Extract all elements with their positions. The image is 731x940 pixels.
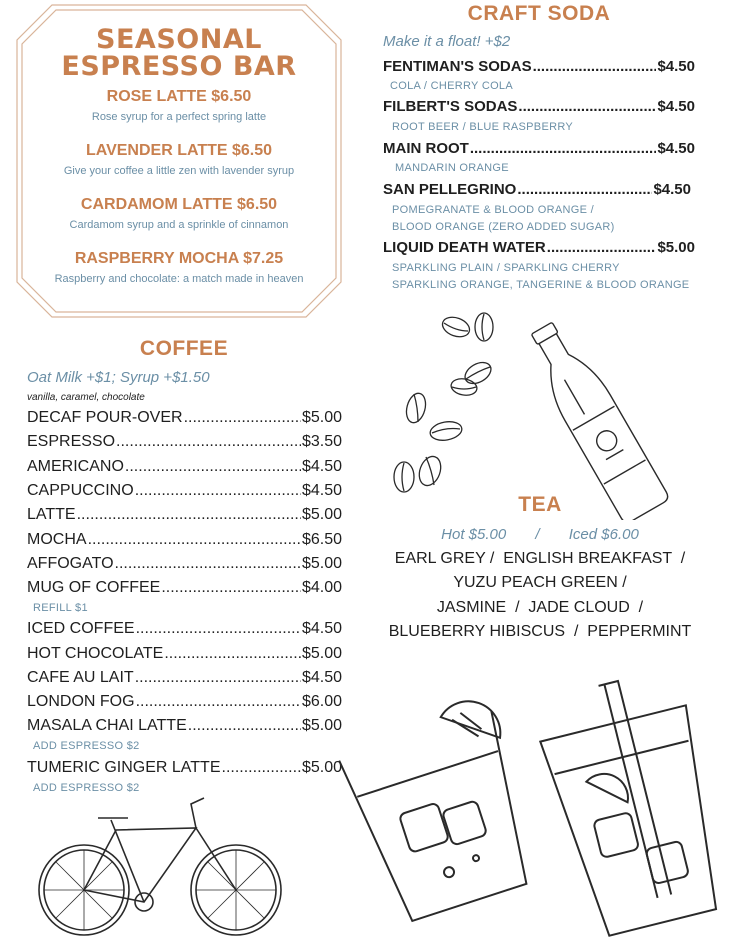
coffee-addons: Oat Milk +$1; Syrup +$1.50: [27, 369, 210, 386]
coffee-beans-illustration: [388, 305, 508, 505]
menu-row: [27, 620, 342, 638]
item-name: MAIN ROOT: [383, 140, 469, 157]
item-name: MOCHA: [27, 531, 87, 548]
item-price: $5.00: [301, 555, 342, 572]
seasonal-item-desc: Rose syrup for a perfect spring latte: [91, 111, 267, 123]
seasonal-item-desc: Cardamom syrup and a sprinkle of cinnamon: [69, 219, 289, 231]
seasonal-item: [14, 142, 344, 177]
soda-float: Make it a float! +$2: [383, 33, 511, 50]
coffee-syrups: vanilla, caramel, chocolate: [27, 392, 145, 403]
seasonal-item: [14, 88, 344, 123]
seasonal-title-line2: ESPRESSO BAR: [61, 51, 297, 82]
item-flavors: COLA / CHERRY COLA: [390, 80, 513, 92]
item-name: ICED COFFEE: [27, 620, 135, 637]
item-name: ESPRESSO: [27, 433, 116, 450]
menu-row: [27, 506, 342, 524]
item-name: LONDON FOG: [27, 693, 135, 710]
item-price: $4.00: [301, 579, 342, 596]
seasonal-item-desc: Raspberry and chocolate: a match made in heaven: [54, 273, 304, 285]
menu-row: [27, 693, 342, 711]
item-name: MUG OF COFFEE: [27, 579, 161, 596]
seasonal-item-name: ROSE LATTE $6.50: [106, 88, 252, 105]
item-name: FENTIMAN'S SODAS: [383, 58, 532, 75]
bicycle-illustration: [36, 790, 286, 940]
item-name: LATTE: [27, 506, 76, 523]
menu-row: [27, 759, 342, 777]
item-price: $4.50: [657, 58, 695, 75]
item-name: TUMERIC GINGER LATTE: [27, 759, 221, 776]
menu-row: [27, 531, 342, 549]
menu-row: [27, 555, 342, 573]
menu-row: [383, 140, 695, 157]
menu-row: [383, 58, 695, 75]
item-name: CAFE AU LAIT: [27, 669, 134, 686]
item-price: $4.50: [301, 482, 342, 499]
item-price: $4.50: [657, 98, 695, 115]
item-name: MASALA CHAI LATTE: [27, 717, 187, 734]
menu-row: [27, 482, 342, 500]
item-name: DECAF POUR-OVER: [27, 409, 183, 426]
item-price: $4.50: [301, 620, 342, 637]
menu-row: [383, 239, 695, 256]
tea-line: EARL GREY / ENGLISH BREAKFAST /: [394, 550, 686, 567]
item-price: $3.50: [301, 433, 342, 450]
item-price: $5.00: [301, 717, 342, 734]
item-price: $5.00: [301, 759, 342, 776]
menu-row: [27, 409, 342, 427]
seasonal-item: [14, 250, 344, 285]
item-price: $5.00: [657, 239, 695, 256]
menu-row: [383, 181, 691, 198]
tea-line: BLUEBERRY HIBISCUS / PEPPERMINT: [388, 623, 692, 640]
item-price: $6.00: [301, 693, 342, 710]
tea-price-separator: /: [535, 526, 540, 543]
tea-heading: TEA: [518, 493, 562, 516]
menu-row: [27, 579, 342, 597]
item-price: $6.50: [301, 531, 342, 548]
tea-prices: [380, 526, 700, 543]
item-name: SAN PELLEGRINO: [383, 181, 517, 198]
item-flavors: SPARKLING PLAIN / SPARKLING CHERRY: [392, 262, 620, 274]
item-price: $4.50: [653, 181, 691, 198]
menu-row: [27, 717, 342, 735]
item-name: FILBERT'S SODAS: [383, 98, 518, 115]
seasonal-item-desc: Give your coffee a little zen with lavender syrup: [63, 165, 295, 177]
item-flavors: MANDARIN ORANGE: [395, 162, 509, 174]
coffee-heading: COFFEE: [139, 337, 229, 360]
item-flavors: POMEGRANATE & BLOOD ORANGE /: [392, 204, 594, 216]
tea-iced-price: Iced $6.00: [568, 526, 639, 543]
soda-heading: CRAFT SODA: [467, 2, 611, 25]
item-name: AMERICANO: [27, 458, 124, 475]
item-note: REFILL $1: [33, 602, 88, 614]
tea-line: JASMINE / JADE CLOUD /: [436, 599, 644, 616]
item-name: CAPPUCCINO: [27, 482, 134, 499]
seasonal-item-name: LAVENDER LATTE $6.50: [85, 142, 273, 159]
item-name: AFFOGATO: [27, 555, 114, 572]
item-price: $4.50: [657, 140, 695, 157]
seasonal-item-name: CARDAMOM LATTE $6.50: [80, 196, 278, 213]
menu-row: [383, 98, 695, 115]
item-flavors: ROOT BEER / BLUE RASPBERRY: [392, 121, 574, 133]
soda-bottle-illustration: [522, 300, 702, 520]
item-price: $5.00: [301, 645, 342, 662]
seasonal-item-name: RASPBERRY MOCHA $7.25: [74, 250, 284, 267]
item-price: $4.50: [301, 458, 342, 475]
seasonal-title-line1: SEASONAL: [96, 24, 262, 55]
menu-row: [27, 458, 342, 476]
tea-line: YUZU PEACH GREEN /: [453, 574, 627, 591]
item-note: ADD ESPRESSO $2: [33, 782, 140, 794]
item-price: $5.00: [301, 409, 342, 426]
item-name: LIQUID DEATH WATER: [383, 239, 546, 256]
item-price: $5.00: [301, 506, 342, 523]
cocktail-glasses-illustration: [330, 662, 725, 937]
tea-hot-price: Hot $5.00: [441, 526, 507, 543]
seasonal-item: [14, 196, 344, 231]
item-flavors: BLOOD ORANGE (ZERO ADDED SUGAR): [392, 221, 615, 233]
item-price: $4.50: [301, 669, 342, 686]
item-note: ADD ESPRESSO $2: [33, 740, 140, 752]
menu-row: [27, 433, 342, 451]
item-name: HOT CHOCOLATE: [27, 645, 164, 662]
menu-row: [27, 645, 342, 663]
item-flavors: SPARKLING ORANGE, TANGERINE & BLOOD ORANGE: [392, 279, 690, 291]
menu-row: [27, 669, 342, 687]
